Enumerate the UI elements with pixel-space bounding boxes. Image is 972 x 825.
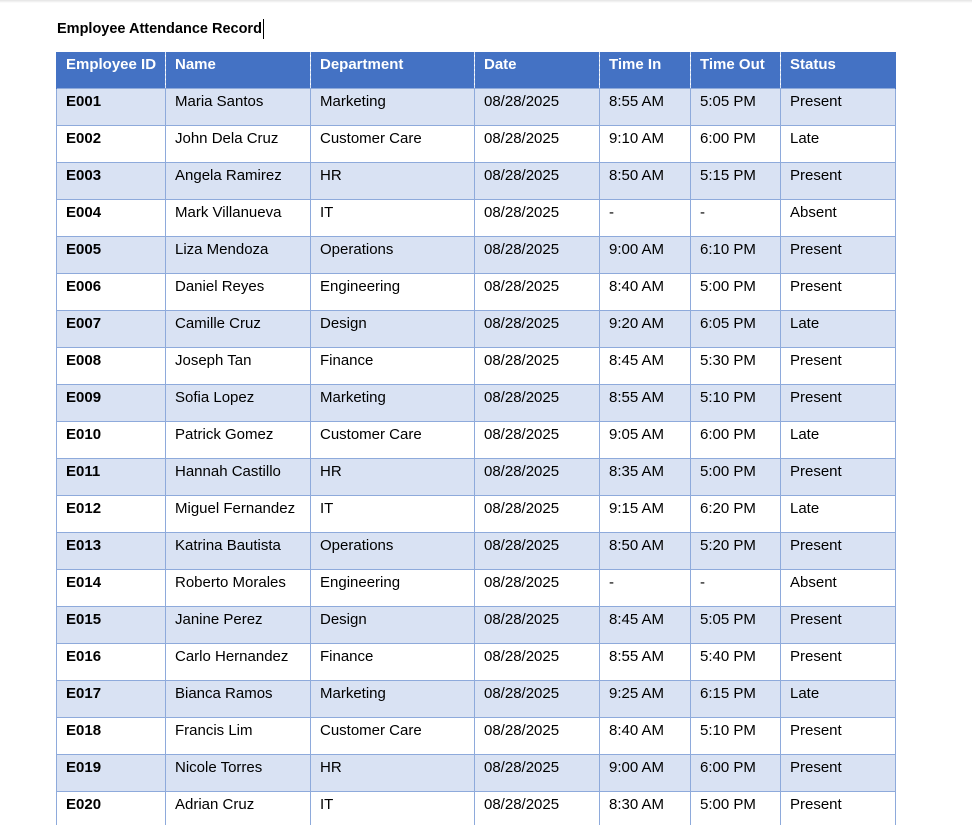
cell-employee-id[interactable]: E008	[57, 348, 166, 385]
cell-name[interactable]: John Dela Cruz	[166, 126, 311, 163]
cell-name[interactable]: Adrian Cruz	[166, 792, 311, 825]
cell-status[interactable]: Late	[781, 681, 896, 718]
cell-department[interactable]: Customer Care	[311, 718, 475, 755]
cell-time-in[interactable]: -	[600, 200, 691, 237]
cell-time-out[interactable]: 5:10 PM	[691, 385, 781, 422]
cell-status[interactable]: Present	[781, 385, 896, 422]
cell-status[interactable]: Present	[781, 237, 896, 274]
cell-status[interactable]: Present	[781, 755, 896, 792]
cell-name[interactable]: Mark Villanueva	[166, 200, 311, 237]
cell-time-in[interactable]: 8:30 AM	[600, 792, 691, 825]
cell-department[interactable]: Design	[311, 311, 475, 348]
cell-status[interactable]: Present	[781, 718, 896, 755]
cell-time-out[interactable]: 5:10 PM	[691, 718, 781, 755]
cell-date[interactable]: 08/28/2025	[475, 126, 600, 163]
cell-employee-id[interactable]: E001	[57, 89, 166, 126]
cell-time-out[interactable]: 5:40 PM	[691, 644, 781, 681]
table-row	[57, 311, 896, 348]
cell-department[interactable]: Marketing	[311, 385, 475, 422]
cell-employee-id[interactable]: E009	[57, 385, 166, 422]
cell-time-in[interactable]: 9:20 AM	[600, 311, 691, 348]
cell-time-in[interactable]: 8:50 AM	[600, 163, 691, 200]
cell-date[interactable]: 08/28/2025	[475, 422, 600, 459]
cell-department[interactable]: Finance	[311, 348, 475, 385]
cell-status[interactable]: Absent	[781, 570, 896, 607]
cell-time-out[interactable]: -	[691, 570, 781, 607]
cell-name[interactable]: Angela Ramirez	[166, 163, 311, 200]
cell-status[interactable]: Present	[781, 459, 896, 496]
cell-employee-id[interactable]: E004	[57, 200, 166, 237]
cell-time-in[interactable]: 9:10 AM	[600, 126, 691, 163]
cell-department[interactable]: HR	[311, 755, 475, 792]
cell-name[interactable]: Bianca Ramos	[166, 681, 311, 718]
header-row	[57, 52, 896, 89]
cell-department[interactable]: Marketing	[311, 89, 475, 126]
cell-name[interactable]: Roberto Morales	[166, 570, 311, 607]
cell-time-in[interactable]: 9:00 AM	[600, 237, 691, 274]
cell-employee-id[interactable]: E015	[57, 607, 166, 644]
cell-name[interactable]: Sofia Lopez	[166, 385, 311, 422]
cell-status[interactable]: Late	[781, 496, 896, 533]
cell-date[interactable]: 08/28/2025	[475, 237, 600, 274]
cell-time-in[interactable]: 8:35 AM	[600, 459, 691, 496]
cell-status[interactable]: Present	[781, 274, 896, 311]
table-row	[57, 274, 896, 311]
cell-time-in[interactable]: 8:55 AM	[600, 644, 691, 681]
cell-time-out[interactable]: 5:00 PM	[691, 792, 781, 825]
table-row	[57, 237, 896, 274]
cell-department[interactable]: Engineering	[311, 274, 475, 311]
table-row	[57, 496, 896, 533]
cell-employee-id[interactable]: E018	[57, 718, 166, 755]
document-title-line[interactable]	[57, 19, 264, 39]
table-row	[57, 200, 896, 237]
cell-employee-id[interactable]: E010	[57, 422, 166, 459]
cell-employee-id[interactable]: E006	[57, 274, 166, 311]
cell-date[interactable]: 08/28/2025	[475, 607, 600, 644]
cell-name[interactable]: Daniel Reyes	[166, 274, 311, 311]
table-row	[57, 792, 896, 825]
cell-name[interactable]: Camille Cruz	[166, 311, 311, 348]
cell-name[interactable]: Nicole Torres	[166, 755, 311, 792]
cell-employee-id[interactable]: E014	[57, 570, 166, 607]
cell-name[interactable]: Francis Lim	[166, 718, 311, 755]
cell-time-out[interactable]: 6:20 PM	[691, 496, 781, 533]
cell-time-in[interactable]: 9:05 AM	[600, 422, 691, 459]
cell-department[interactable]: Operations	[311, 533, 475, 570]
cell-date[interactable]: 08/28/2025	[475, 718, 600, 755]
table-row	[57, 459, 896, 496]
cell-employee-id[interactable]: E005	[57, 237, 166, 274]
cell-date[interactable]: 08/28/2025	[475, 459, 600, 496]
cell-employee-id[interactable]: E003	[57, 163, 166, 200]
text-cursor	[263, 19, 264, 39]
cell-status[interactable]: Late	[781, 422, 896, 459]
column-header-name[interactable]: Name	[166, 52, 311, 89]
cell-name[interactable]: Liza Mendoza	[166, 237, 311, 274]
cell-time-out[interactable]: 6:00 PM	[691, 422, 781, 459]
cell-time-in[interactable]: 9:15 AM	[600, 496, 691, 533]
cell-department[interactable]: Operations	[311, 237, 475, 274]
cell-date[interactable]: 08/28/2025	[475, 89, 600, 126]
cell-time-out[interactable]: 6:05 PM	[691, 311, 781, 348]
cell-time-out[interactable]: 5:05 PM	[691, 89, 781, 126]
cell-name[interactable]: Janine Perez	[166, 607, 311, 644]
cell-date[interactable]: 08/28/2025	[475, 200, 600, 237]
cell-employee-id[interactable]: E016	[57, 644, 166, 681]
cell-date[interactable]: 08/28/2025	[475, 681, 600, 718]
attendance-table-body	[57, 89, 896, 825]
cell-department[interactable]: Customer Care	[311, 126, 475, 163]
cell-name[interactable]: Maria Santos	[166, 89, 311, 126]
cell-time-out[interactable]: 5:30 PM	[691, 348, 781, 385]
cell-department[interactable]: Engineering	[311, 570, 475, 607]
table-row	[57, 755, 896, 792]
cell-status[interactable]: Present	[781, 348, 896, 385]
cell-employee-id[interactable]: E002	[57, 126, 166, 163]
cell-date[interactable]: 08/28/2025	[475, 496, 600, 533]
cell-status[interactable]: Present	[781, 607, 896, 644]
cell-name[interactable]: Miguel Fernandez	[166, 496, 311, 533]
table-row	[57, 126, 896, 163]
cell-time-out[interactable]: 6:00 PM	[691, 126, 781, 163]
cell-time-in[interactable]: 8:45 AM	[600, 348, 691, 385]
cell-time-out[interactable]: 5:00 PM	[691, 459, 781, 496]
cell-name[interactable]: Patrick Gomez	[166, 422, 311, 459]
cell-time-in[interactable]: 8:45 AM	[600, 607, 691, 644]
column-header-date[interactable]: Date	[475, 52, 600, 89]
table-row	[57, 644, 896, 681]
cell-status[interactable]: Present	[781, 792, 896, 825]
cell-time-in[interactable]: 9:25 AM	[600, 681, 691, 718]
table-row	[57, 348, 896, 385]
cell-department[interactable]: IT	[311, 200, 475, 237]
cell-date[interactable]: 08/28/2025	[475, 792, 600, 825]
column-header-time-in[interactable]: Time In	[600, 52, 691, 89]
cell-date[interactable]: 08/28/2025	[475, 311, 600, 348]
cell-date[interactable]: 08/28/2025	[475, 163, 600, 200]
cell-name[interactable]: Hannah Castillo	[166, 459, 311, 496]
cell-time-out[interactable]: 5:05 PM	[691, 607, 781, 644]
cell-date[interactable]: 08/28/2025	[475, 644, 600, 681]
cell-name[interactable]: Joseph Tan	[166, 348, 311, 385]
table-row	[57, 570, 896, 607]
cell-status[interactable]: Late	[781, 311, 896, 348]
cell-employee-id[interactable]: E011	[57, 459, 166, 496]
cell-department[interactable]: Customer Care	[311, 422, 475, 459]
cell-time-out[interactable]: 5:20 PM	[691, 533, 781, 570]
table-row	[57, 607, 896, 644]
cell-status[interactable]: Present	[781, 163, 896, 200]
cell-time-out[interactable]: 5:00 PM	[691, 274, 781, 311]
table-row	[57, 718, 896, 755]
cell-employee-id[interactable]: E013	[57, 533, 166, 570]
cell-department[interactable]: HR	[311, 459, 475, 496]
table-row	[57, 89, 896, 126]
cell-time-in[interactable]: 8:50 AM	[600, 533, 691, 570]
cell-date[interactable]: 08/28/2025	[475, 533, 600, 570]
cell-date[interactable]: 08/28/2025	[475, 755, 600, 792]
cell-time-in[interactable]: -	[600, 570, 691, 607]
cell-time-out[interactable]: 6:10 PM	[691, 237, 781, 274]
cell-time-out[interactable]: 6:15 PM	[691, 681, 781, 718]
cell-employee-id[interactable]: E007	[57, 311, 166, 348]
column-header-status[interactable]: Status	[781, 52, 896, 89]
cell-date[interactable]: 08/28/2025	[475, 570, 600, 607]
table-row	[57, 681, 896, 718]
table-row	[57, 163, 896, 200]
cell-employee-id[interactable]: E017	[57, 681, 166, 718]
cell-time-in[interactable]: 9:00 AM	[600, 755, 691, 792]
cell-name[interactable]: Carlo Hernandez	[166, 644, 311, 681]
cell-time-in[interactable]: 8:40 AM	[600, 274, 691, 311]
table-row	[57, 533, 896, 570]
cell-time-out[interactable]: 6:00 PM	[691, 755, 781, 792]
cell-status[interactable]: Late	[781, 126, 896, 163]
cell-time-in[interactable]: 8:55 AM	[600, 385, 691, 422]
cell-time-in[interactable]: 8:55 AM	[600, 89, 691, 126]
attendance-table-header	[57, 52, 896, 89]
cell-time-out[interactable]: 5:15 PM	[691, 163, 781, 200]
cell-employee-id[interactable]: E012	[57, 496, 166, 533]
column-header-department[interactable]: Department	[311, 52, 475, 89]
cell-status[interactable]: Absent	[781, 200, 896, 237]
column-header-time-out[interactable]: Time Out	[691, 52, 781, 89]
cell-department[interactable]: HR	[311, 163, 475, 200]
cell-status[interactable]: Present	[781, 644, 896, 681]
cell-department[interactable]: IT	[311, 496, 475, 533]
attendance-table[interactable]	[56, 52, 896, 825]
cell-employee-id[interactable]: E019	[57, 755, 166, 792]
cell-date[interactable]: 08/28/2025	[475, 348, 600, 385]
cell-date[interactable]: 08/28/2025	[475, 385, 600, 422]
cell-time-in[interactable]: 8:40 AM	[600, 718, 691, 755]
table-row	[57, 385, 896, 422]
cell-name[interactable]: Katrina Bautista	[166, 533, 311, 570]
document-title[interactable]: Employee Attendance Record	[57, 21, 262, 37]
cell-date[interactable]: 08/28/2025	[475, 274, 600, 311]
cell-department[interactable]: Marketing	[311, 681, 475, 718]
cell-department[interactable]: Design	[311, 607, 475, 644]
cell-time-out[interactable]: -	[691, 200, 781, 237]
cell-status[interactable]: Present	[781, 89, 896, 126]
cell-department[interactable]: IT	[311, 792, 475, 825]
column-header-employee-id[interactable]: Employee ID	[57, 52, 166, 89]
cell-status[interactable]: Present	[781, 533, 896, 570]
cell-employee-id[interactable]: E020	[57, 792, 166, 825]
page-top-edge	[0, 0, 972, 3]
cell-department[interactable]: Finance	[311, 644, 475, 681]
table-row	[57, 422, 896, 459]
